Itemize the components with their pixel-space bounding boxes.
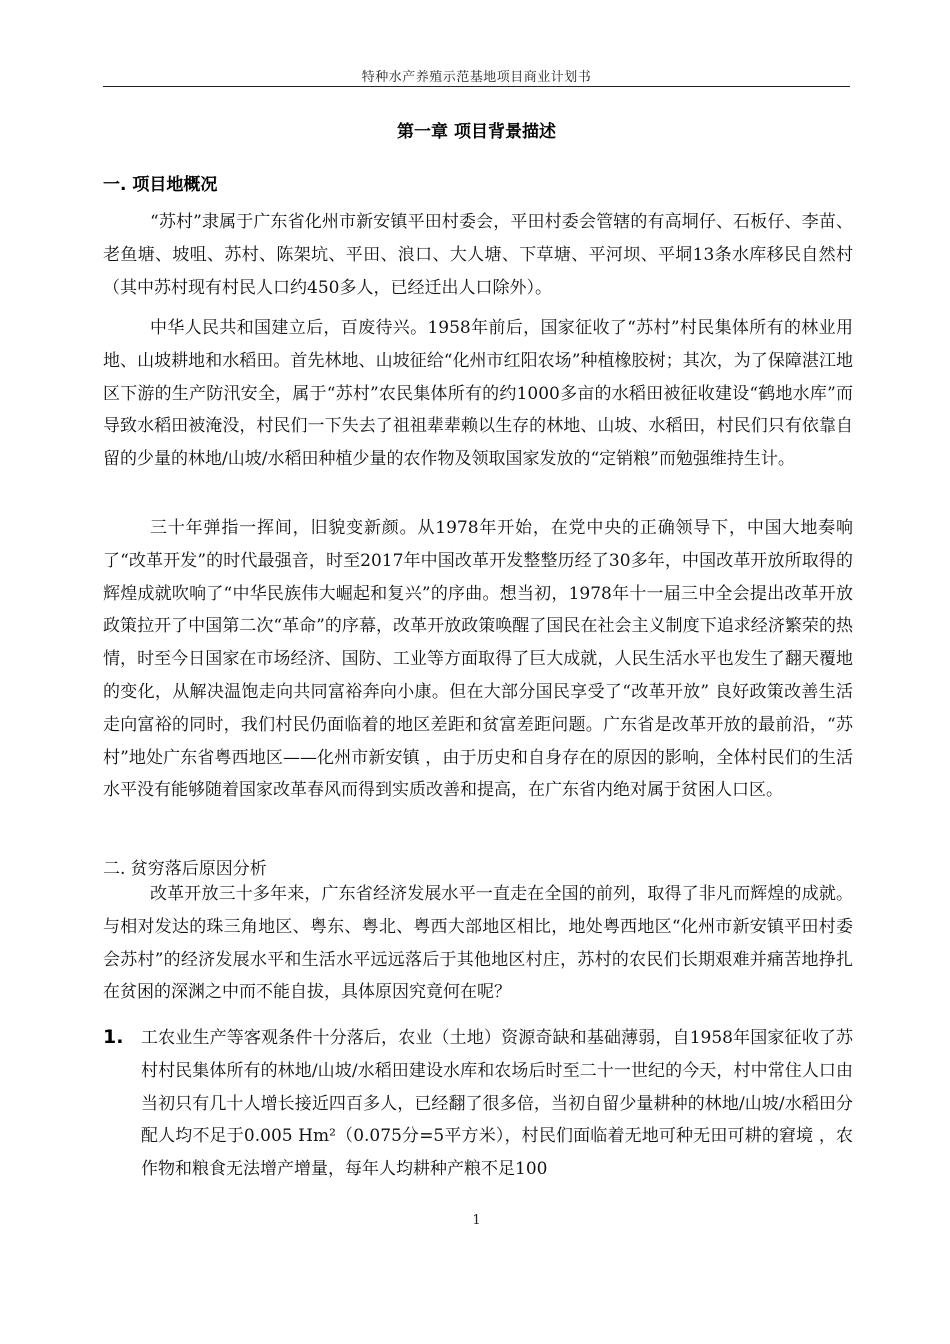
list-item-number: 1.	[103, 1026, 124, 1048]
paragraph-land-requisition: 中华人民共和国建立后，百废待兴。1958年前后，国家征收了“苏村”村民集体所有的林业用地、山坡耕地和水稻田。首先林地、山坡征给“化州市红阳农场”种植橡胶树；其次，为了保障湛江地区下游的生产防汛安全，属于“苏村”农民集体所有的约1000多亩的水稻田被征收建设“鹤地水库”而导致水稻田被淹没，村民们一下失去了祖祖辈辈赖以生存的林地、山坡、水稻田，村民们只有依靠自留的少量的林地/山坡/水稻田种植少量的农作物及领取国家发放的“定销粮”而勉强维持生计。	[103, 318, 853, 470]
header-divider	[103, 86, 850, 87]
paragraph-village-affiliation: “苏村”隶属于广东省化州市新安镇平田村委会，平田村委会管辖的有高垌仔、石板仔、李苗、老鱼塘、坡咀、苏村、陈架坑、平田、浪口、大人塘、下草塘、平河坝、平垌13条水库移民自然村（其中苏村现有村民人口约450多人，已经迁出人口除外）。	[103, 212, 853, 298]
section-heading-poverty-causes: 二. 贫穷落后原因分析	[103, 859, 267, 879]
paragraph-reform-opening: 三十年弹指一挥间，旧貌变新颜。从1978年开始，在党中央的正确领导下，中国大地奏响了“改革开发”的时代最强音，时至2017年中国改革开发整整历经了30多年，中国改革开放所取得的辉煌成就吹响了“中华民族伟大崛起和复兴”的序曲。想当初，1978年十一届三中全会提出改革开放政策拉开了中国第二次“革命”的序幕，改革开放政策唤醒了国民在社会主义制度下追求经济繁荣的热情，时至今日国家在市场经济、国防、工业等方面取得了巨大成就，人民生活水平也发生了翻天覆地的变化，从解决温饱走向共同富裕奔向小康。但在大部分国民享受了“改革开放” 良好政策改善生活走向富裕的同时，我们村民仍面临着的地区差距和贫富差距问题。广东省是改革开放的最前沿，“苏村”地处广东省粤西地区——化州市新安镇 ，由于历史和自身存在的原因的影响，全体村民们的生活水平没有能够随着国家改革春风而得到实质改善和提高，在广东省内绝对属于贫困人口区。	[103, 518, 853, 801]
section-heading-project-overview: 一. 项目地概况	[103, 175, 218, 195]
chapter-title: 第一章 项目背景描述	[397, 122, 556, 142]
list-item-text: 工农业生产等客观条件十分落后，农业（土地）资源奇缺和基础薄弱，自1958年国家征收了苏村村民集体所有的林地/山坡/水稻田建设水库和农场后时至二十一世纪的今天，村中常住人口由当初只有几十人增长接近四百多人，已经翻了很多倍，当初自留少量耕种的林地/山坡/水稻田分配人均不足于0.005 Hm²（0.075分=5平方米），村民们面临着无地可种无田可耕的窘境 ，农作物和粮食无法增产增量，每年人均耕种产粮不足100	[141, 1028, 853, 1180]
running-header: 特种水产养殖示范基地项目商业计划书	[361, 70, 592, 85]
paragraph-poverty-intro: 改革开放三十多年来，广东省经济发展水平一直走在全国的前列，取得了非凡而辉煌的成就。与相对发达的珠三角地区、粤东、粤北、粤西大部地区相比，地处粤西地区“化州市新安镇平田村委会苏村”的经济发展水平和生活水平远远落后于其他地区村庄，苏村的农民们长期艰难并痛苦地挣扎在贫困的深渊之中而不能自拔，具体原因究竟何在呢？	[103, 884, 853, 1003]
page-number: 1	[472, 1213, 481, 1228]
